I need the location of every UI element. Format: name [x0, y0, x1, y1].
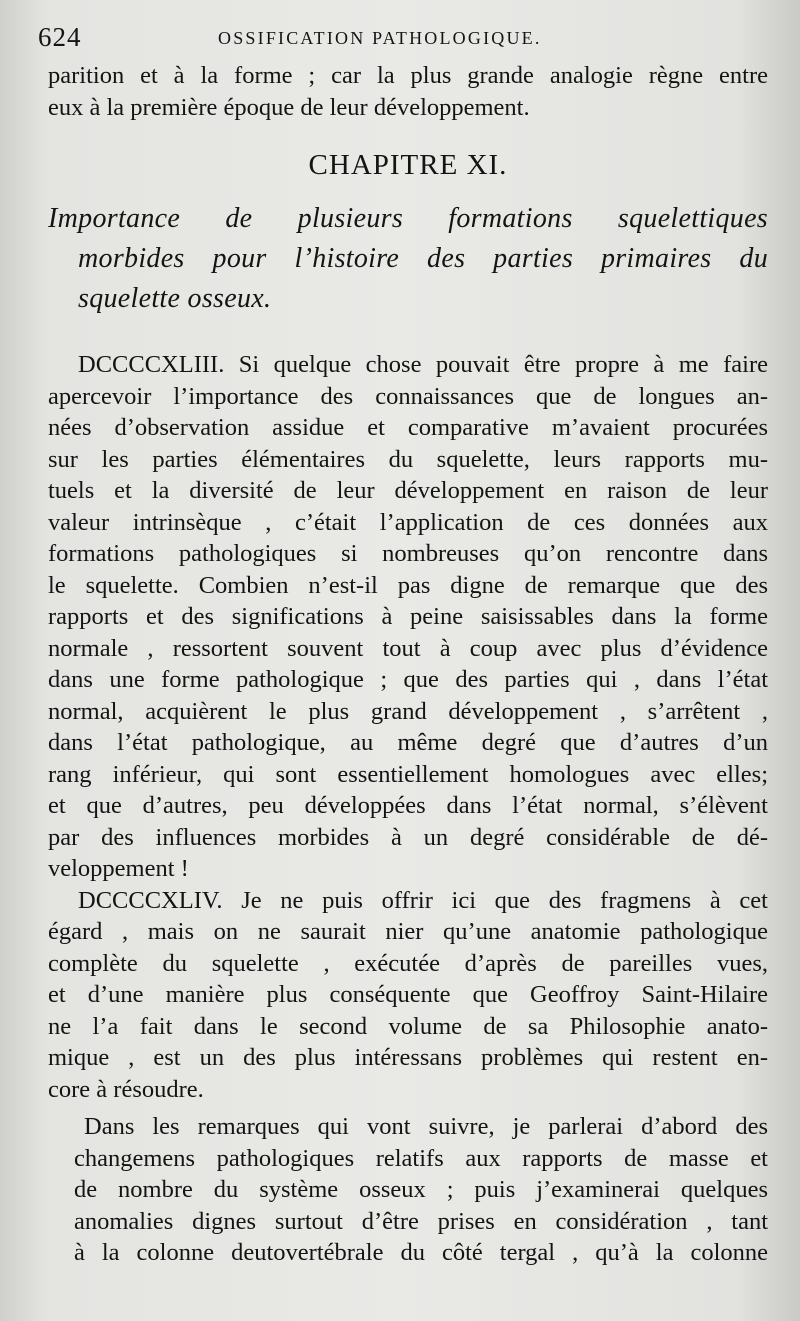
text-line: dans l’état pathologique, au même degré que d’autres d’un — [48, 729, 768, 756]
subtitle-line: Importance de plusieurs formations squelettiques — [48, 203, 768, 234]
paragraph-dcccxliii — [48, 349, 768, 885]
text-line: normale , ressortent souvent tout à coup avec plus d’évidence — [48, 634, 768, 662]
text-line: DCCCCXLIII. Si quelque chose pouvait être propre à me faire — [78, 351, 768, 378]
text-line: DCCCCXLIV. Je ne puis offrir ici que des fragmens à cet — [78, 886, 768, 914]
chapter-subtitle — [48, 199, 768, 319]
page-number: 624 — [38, 22, 82, 52]
text-line: Dans les remarques qui vont suivre, je parlerai d’abord des — [84, 1113, 768, 1140]
text-line: égard , mais on ne saurait nier qu’une anatomie pathologique — [48, 918, 768, 945]
text-line: veloppement ! — [48, 855, 189, 882]
text-line: apercevoir l’importance des connaissances que de longues an- — [48, 382, 768, 410]
text-line: formations pathologiques si nombreuses qu’on rencontre dans — [48, 540, 768, 567]
text-line: anomalies dignes surtout d’être prises en considération , tant — [74, 1207, 768, 1235]
text-line: tuels et la diversité de leur développement en raison de leur — [48, 477, 768, 504]
text-line: ne l’a fait dans le second volume de sa Philosophie anato- — [48, 1012, 768, 1040]
text-line: nées d’observation assidue et comparative m’avaient procurées — [48, 414, 768, 441]
paragraph-remarques — [48, 1111, 768, 1269]
text-line: dans une forme pathologique ; que des parties qui , dans l’état — [48, 666, 768, 693]
chapter-title: CHAPITRE XI. — [308, 149, 508, 181]
text-line: par des influences morbides à un degré considérable de dé- — [48, 823, 768, 851]
text-line: normal, acquièrent le plus grand développement , s’arrêtent , — [48, 697, 768, 725]
text-line: rang inférieur, qui sont essentiellement homologues avec elles; — [48, 760, 768, 788]
page-header — [38, 22, 778, 56]
intro-paragraph — [48, 60, 768, 123]
text-line: changemens pathologiques relatifs aux rapports de masse et — [74, 1144, 768, 1172]
text-line: sur les parties élémentaires du squelette, leurs rapports mu- — [48, 445, 768, 473]
paragraph-dcccxliv — [48, 885, 768, 1106]
text-line: mique , est un des plus intéressans problèmes qui restent en- — [48, 1044, 768, 1071]
text-line: eux à la première époque de leur développement. — [48, 93, 530, 121]
running-head: OSSIFICATION PATHOLOGIQUE. — [218, 28, 542, 48]
text-line: et que d’autres, peu développées dans l’état normal, s’élèvent — [48, 792, 768, 819]
text-line: de nombre du système osseux ; puis j’examinerai quelques — [74, 1176, 768, 1203]
subtitle-line: morbides pour l’histoire des parties primaires du — [78, 243, 768, 274]
text-line: core à résoudre. — [48, 1075, 204, 1103]
text-line: le squelette. Combien n’est-il pas digne de remarque que des — [48, 571, 768, 599]
text-line: parition et à la forme ; car la plus grande analogie règne entre — [48, 62, 768, 89]
body-text — [48, 60, 768, 1269]
text-line: à la colonne deutovertébrale du côté tergal , qu’à la colonne — [74, 1239, 768, 1266]
text-line: complète du squelette , exécutée d’après de pareilles vues, — [48, 949, 768, 977]
subtitle-line: squelette osseux. — [78, 283, 272, 314]
text-line: rapports et des significations à peine saisissables dans la forme — [48, 603, 768, 630]
text-line: valeur intrinsèque , c’était l’application de ces données aux — [48, 508, 768, 536]
text-line: et d’une manière plus conséquente que Geoffroy Saint-Hilaire — [48, 981, 768, 1008]
